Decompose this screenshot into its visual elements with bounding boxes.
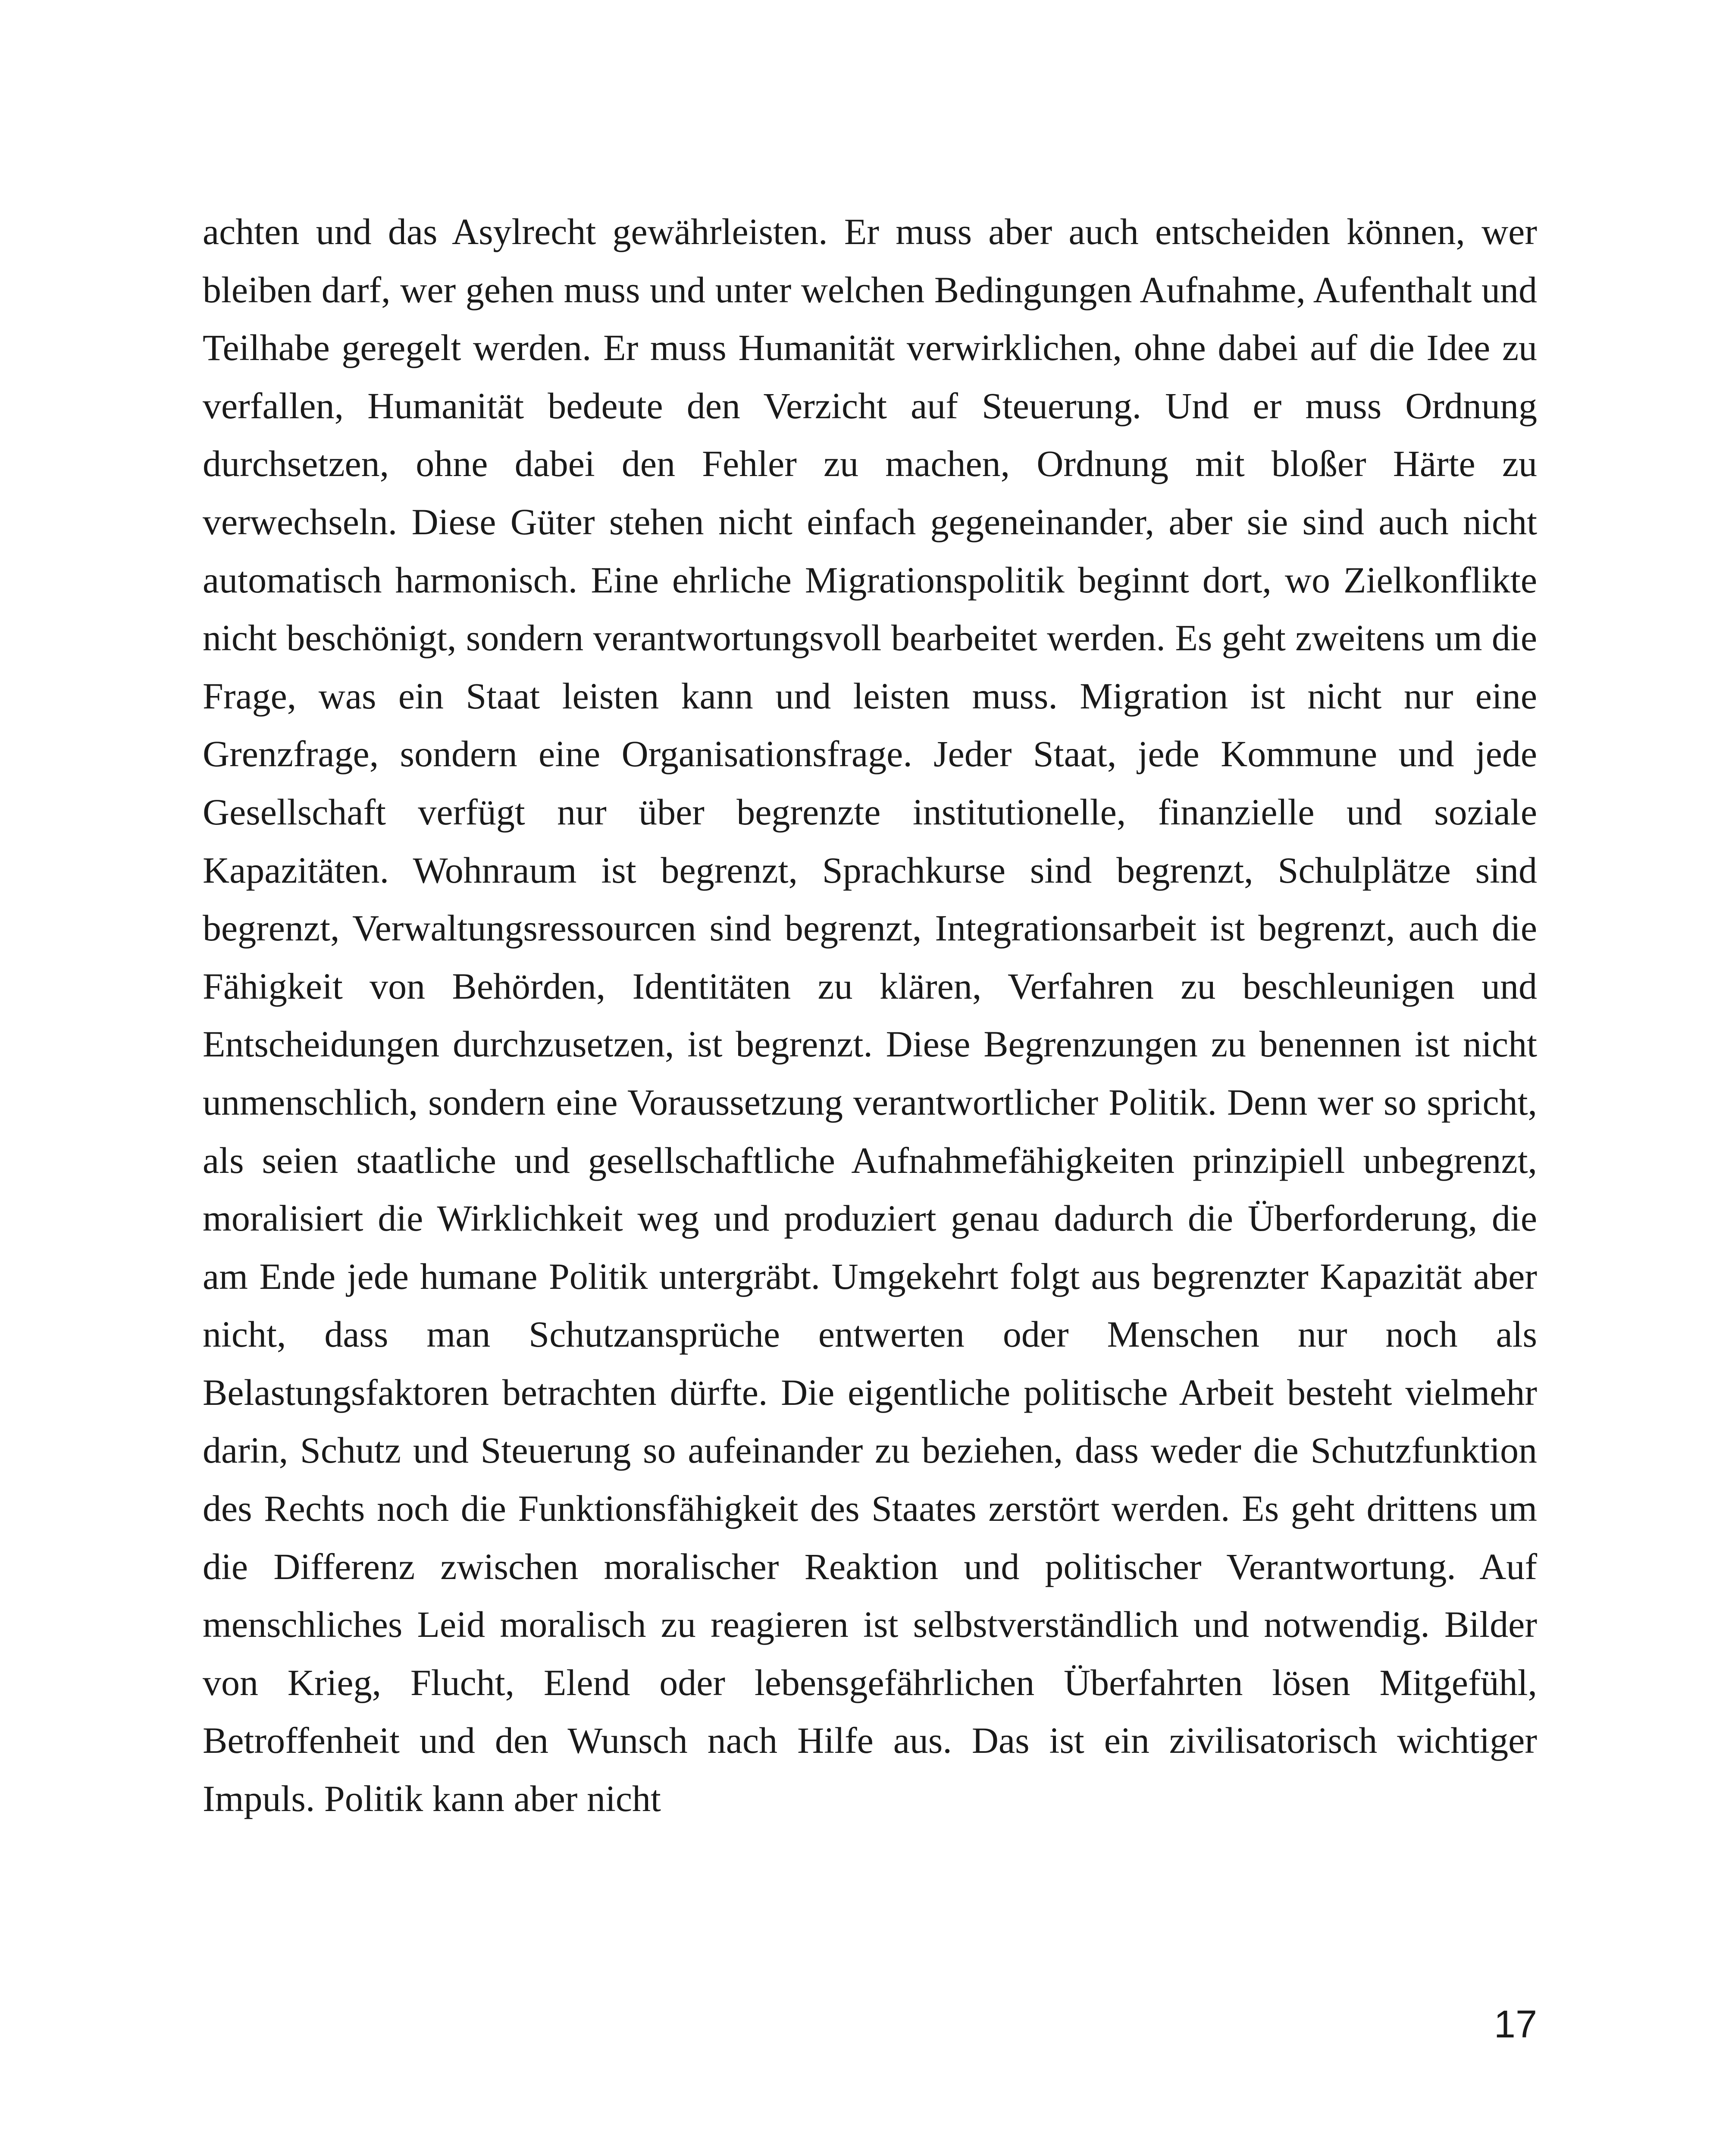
body-paragraph: achten und das Asylrecht gewährleisten. Er muss aber auch entscheiden können, wer bleiben darf, wer gehen muss und unter welchen Bedingungen Aufnahme, Aufenthalt und Teilhabe geregelt werden. Er muss Humanität verwirklichen, ohne dabei auf die Idee zu verfallen, Humanität bedeute den Verzicht auf Steuerung. Und er muss Ordnung durchsetzen, ohne dabei den Fehler zu machen, Ordnung mit bloßer Härte zu verwechseln. Diese Güter stehen nicht einfach gegeneinander, aber sie sind auch nicht automatisch harmonisch. Eine ehrliche Migrationspolitik beginnt dort, wo Zielkonflikte nicht beschönigt, sondern verantwortungsvoll bearbeitet werden. Es geht zweitens um die Frage, was ein Staat leisten kann und leisten muss. Migration ist nicht nur eine Grenzfrage, sondern eine Organisationsfrage. Jeder Staat, jede Kommune und jede Gesellschaft verfügt nur über begrenzte institutionelle, finanzielle und soziale Kapazitäten. Wohnraum ist begrenzt, Sprachkurse sind begrenzt, Schulplätze sind begrenzt, Verwaltungsressourcen sind begrenzt, Integrationsarbeit ist begrenzt, auch die Fähigkeit von Behörden, Identitäten zu klären, Verfahren zu beschleunigen und Entscheidungen durchzusetzen, ist begrenzt. Diese Begrenzungen zu benennen ist nicht unmenschlich, sondern eine Voraussetzung verantwortlicher Politik. Denn wer so spricht, als seien staatliche und gesellschaftliche Aufnahmefähigkeiten prinzipiell unbegrenzt, moralisiert die Wirklichkeit weg und produziert genau dadurch die Überforderung, die am Ende jede humane Politik untergräbt. Umgekehrt folgt aus begrenzter Kapazität aber nicht, dass man Schutzansprüche entwerten oder Menschen nur noch als Belastungsfaktoren betrachten dürfte. Die eigentliche politische Arbeit besteht vielmehr darin, Schutz und Steuerung so aufeinander zu beziehen, dass weder die Schutzfunktion des Rechts noch die Funktionsfähigkeit des Staates zerstört werden. Es geht drittens um die Differenz zwischen moralischer Reaktion und politischer Verantwortung. Auf menschliches Leid moralisch zu reagieren ist selbstverständlich und notwendig. Bilder von Krieg, Flucht, Elend oder lebensgefährlichen Überfahrten lösen Mitgefühl, Betroffenheit und den Wunsch nach Hilfe aus. Das ist ein zivilisatorisch wichtiger Impuls. Politik kann aber nicht — [203, 211, 1537, 1820]
page-number: 17 — [1494, 2003, 1537, 2046]
